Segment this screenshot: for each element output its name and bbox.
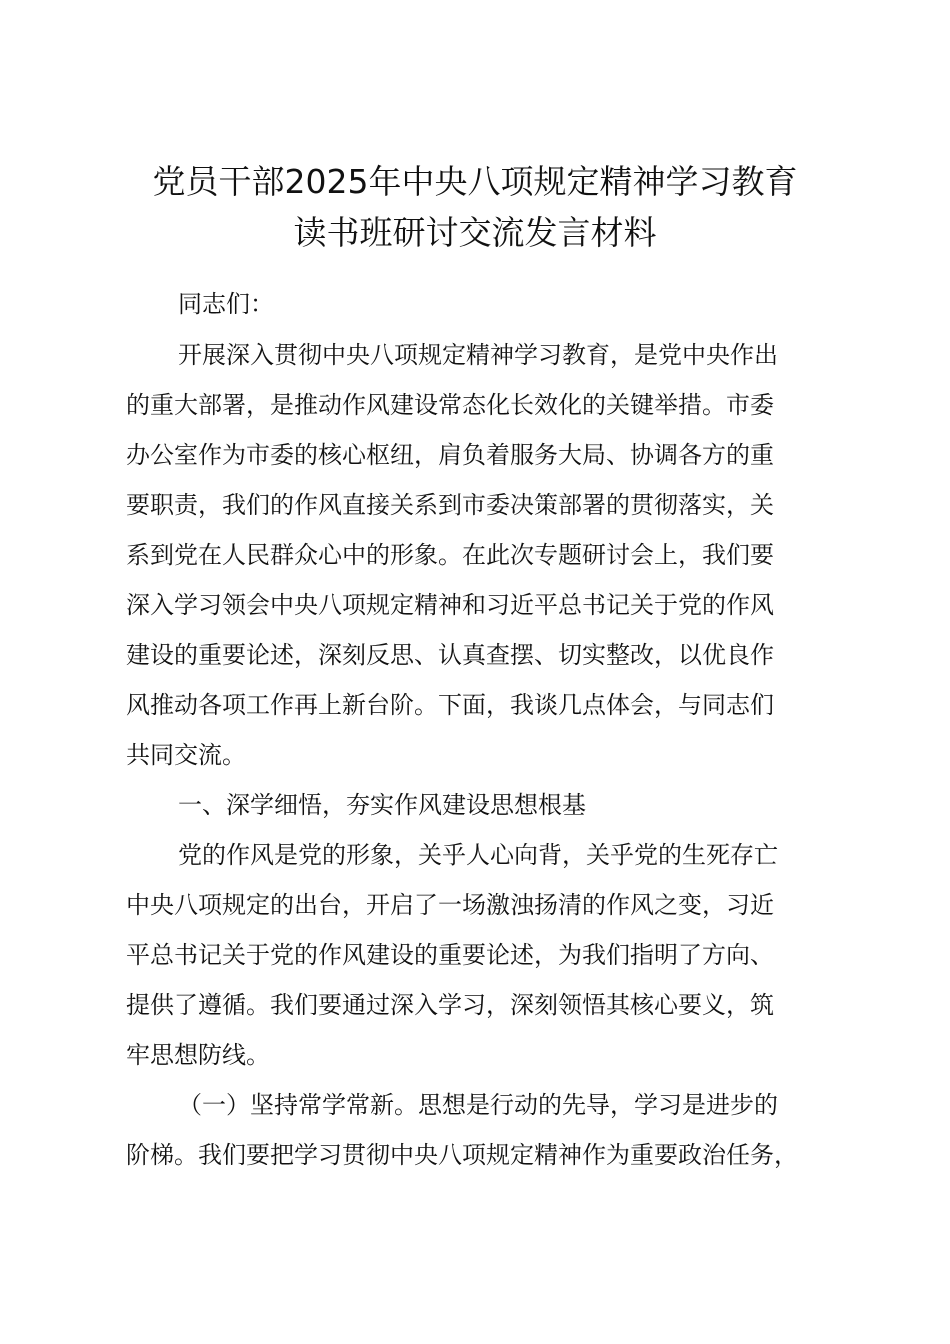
paragraph-line: 深入学习领会中央八项规定精神和习近平总书记关于党的作风 xyxy=(126,591,774,619)
paragraph-line: 风推动各项工作再上新台阶。下面，我谈几点体会，与同志们 xyxy=(126,691,774,719)
paragraph-line: 平总书记关于党的作风建设的重要论述，为我们指明了方向、 xyxy=(126,941,774,969)
paragraph-line: 的重大部署，是推动作风建设常态化长效化的关键举措。市委 xyxy=(126,391,774,419)
paragraph-line: 中央八项规定的出台，开启了一场激浊扬清的作风之变，习近 xyxy=(126,891,774,919)
paragraph-line: （一）坚持常学常新。思想是行动的先导，学习是进步的 xyxy=(178,1091,778,1119)
paragraph-line: 建设的重要论述，深刻反思、认真查摆、切实整改，以优良作 xyxy=(126,641,774,669)
paragraph-line: 提供了遵循。我们要通过深入学习，深刻领悟其核心要义，筑 xyxy=(126,991,774,1019)
paragraph-line: 开展深入贯彻中央八项规定精神学习教育，是党中央作出 xyxy=(178,341,778,369)
section-heading: 一、深学细悟，夯实作风建设思想根基 xyxy=(178,791,586,819)
document-title-line-2: 读书班研讨交流发言材料 xyxy=(293,213,657,252)
paragraph-line: 系到党在人民群众心中的形象。在此次专题研讨会上，我们要 xyxy=(126,541,774,569)
paragraph-line: 办公室作为市委的核心枢纽，肩负着服务大局、协调各方的重 xyxy=(126,441,774,469)
paragraph-line: 要职责，我们的作风直接关系到市委决策部署的贯彻落实，关 xyxy=(126,491,774,519)
paragraph-line: 共同交流。 xyxy=(126,741,246,769)
salutation: 同志们： xyxy=(178,290,274,318)
paragraph-line: 阶梯。我们要把学习贯彻中央八项规定精神作为重要政治任务， xyxy=(126,1141,798,1169)
paragraph-line: 党的作风是党的形象，关乎人心向背，关乎党的生死存亡 xyxy=(178,841,778,869)
document-title-line-1: 党员干部2025年中央八项规定精神学习教育 xyxy=(152,162,798,201)
paragraph-line: 牢思想防线。 xyxy=(126,1041,270,1069)
